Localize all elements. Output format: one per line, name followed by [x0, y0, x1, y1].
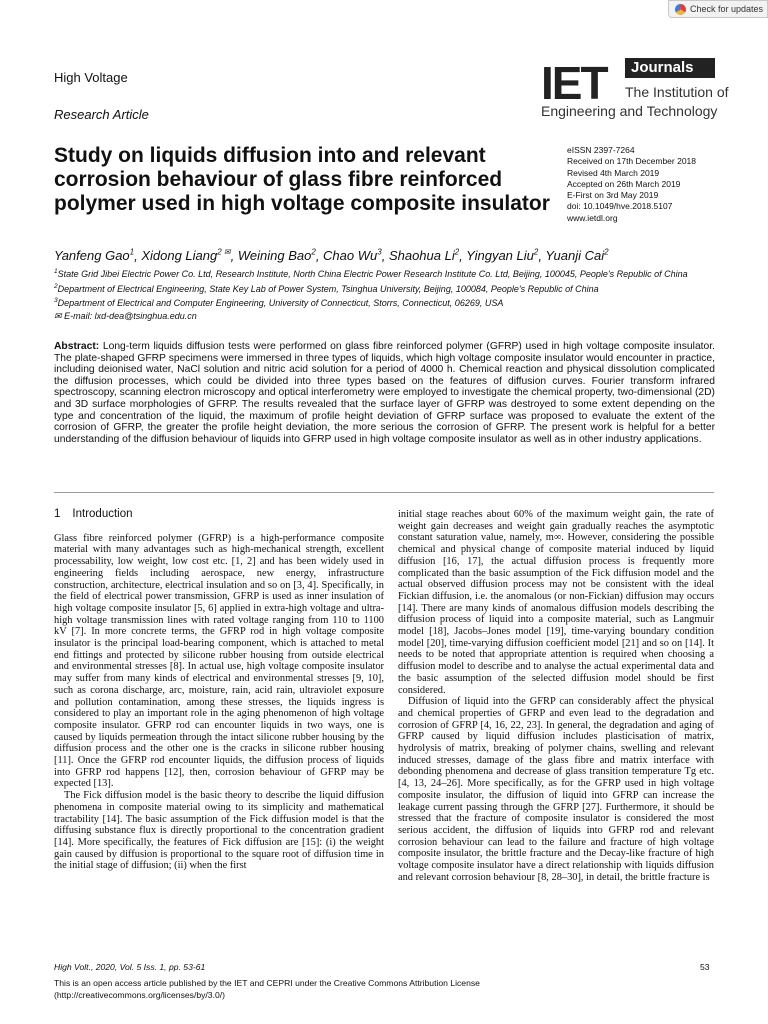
left-column [54, 509, 384, 872]
author-name: Shaohua Li [388, 248, 455, 264]
author-affiliation-mark: 2 [604, 248, 609, 257]
article-type: Research Article [54, 107, 149, 122]
pub-info-line: doi: 10.1049/hve.2018.5107 [567, 201, 673, 212]
author-name: Xidong Liang [141, 248, 218, 264]
affiliations [54, 266, 714, 322]
author [466, 248, 538, 263]
author-list: Yanfeng Gao$^1$, Xidong Liang$^2$ ✉, Weining Bao$^2$, Chao Wu$^3$, Shaohua Li$^2$, Yingyan Liu$^2$, Yuanji Cai$^2$ [54, 248, 609, 264]
author-affiliation-mark: 1 [129, 248, 135, 257]
author-name: Weining Bao [237, 248, 312, 264]
pub-info-line: Revised 4th March 2019 [567, 167, 660, 178]
author-name: Yanfeng Gao [54, 248, 130, 264]
author-affiliation-mark: 2 [533, 248, 539, 257]
affiliation-number: 3 [54, 297, 58, 305]
iet-logo [541, 56, 729, 124]
journal-name: High Voltage [54, 70, 128, 85]
affiliation [54, 295, 714, 310]
right-column [398, 509, 714, 884]
section-heading [54, 509, 384, 521]
affiliation [54, 281, 714, 296]
page-number: 53 [700, 962, 710, 972]
paper-title: Study on liquids diffusion into and relevant corrosion behaviour of glass fibre reinforced polymer used in high voltage composite insulator [54, 144, 550, 215]
author-affiliation-mark: 2 [311, 248, 316, 257]
author [238, 248, 316, 263]
affiliation-text: Department of Electrical and Computer Engineering, University of Connecticut, Storrs, Connecticut, 06269, USA [57, 298, 504, 309]
author-name: Yuanji Cai [545, 248, 605, 264]
abstract-label: Abstract: [54, 341, 100, 352]
affiliation [54, 266, 714, 281]
section-number: 1 [54, 508, 61, 520]
footer-citation: High Volt., 2020, Vol. 5 Iss. 1, pp. 53-61 [54, 962, 206, 972]
paragraph: Glass fibre reinforced polymer (GFRP) is a high-performance composite material with many advantages such as high-mechanical strength, excellent processability, low weight, low cost etc. [1, 2] and has been widely used in engineering fields including aerospace, new energy, infrastructure construction, architecture, electrical insulation and so on [3, 4]. Specifically, in the field of electrical power transmission, GFRP is used as inner insulation of high voltage composite insulator [5, 6] applied in extra-high voltage and ultra-high voltage transmission lines with rated voltage ranging from 110 to 1100 kV [7]. In more concrete terms, the GFRP rod in high voltage composite insulator is the principal load-bearing component, which is attached to metal end fittings and protected by silicone rubber housing from outside electrical and environmental stresses [8]. In actual use, high voltage composite insulator may suffer from many kinds of electrical and environmental stresses [9, 10], such as corona discharge, arc, moisture, rain, acid rain, ultraviolet exposure and pollution contamination, among these stresses, the liquids ingress is considered to play an important role in the aging phenomenon of high voltage composite insulator. GFRP rod can encounter liquids in two ways, one is caused by liquids permeation through the intact silicone rubber housing by the diffusion process and the other one is the cracks in silicone rubber housing [11]. Once the GFRP rod encounter liquids, the diffusion process of liquids into GFRP rod happens [12], then, corrosion behaviour of GFRP may be expected [13]. [54, 532, 384, 790]
institution-line-2: Engineering and Technology [541, 103, 718, 119]
institution-line-1: The Institution of [625, 84, 729, 100]
check-for-updates-label: Check for updates [690, 4, 764, 14]
pub-info-line: Accepted on 26th March 2019 [567, 178, 681, 189]
email-line [54, 310, 714, 323]
author [54, 248, 134, 263]
author-name: Yingyan Liu [466, 248, 534, 264]
corresponding-email: E-mail: lxd-dea@tsinghua.edu.cn [64, 310, 197, 321]
abstract-text: Long-term liquids diffusion tests were performed on glass fibre reinforced polymer (GFRP) used in high voltage composite insulator. The plate-shaped GFRP specimens were immersed in three types of liquids, which high voltage composite insulator would encounter in practice, including deionised water, NaCl solution and nitric acid solution for a period of 4000 h. Chemical reaction and physical dissolution complicated the diffusion processes, which could be divided into three types based on the features of diffusion curves. Fourier transform infrared spectroscopy, scanning electron microscopy and optical interferometry were employed to investigate the chemical property, two-dimensional (2D) and 3D surface morphologies of GFRP. The results revealed that the surface layer of GFRP was destroyed to some extent depending on the type and concentration of the liquid, the maximum of profile height deviation of GFRP surface was proposed to evaluate the extent of the corrosion of GFRP, the greater the profile height deviation, the more serious the corrosion of GFRP. The present work is helpful for a better understanding of the diffusion behaviour of liquids into GFRP used in high voltage composite insulator as well as in other industry applications. [54, 341, 715, 445]
license-url: (http://creativecommons.org/licenses/by/3.0/) [54, 990, 225, 1001]
pub-info-line: www.ietdl.org [567, 212, 618, 223]
author [141, 248, 230, 263]
abstract [54, 341, 715, 445]
license-notice [54, 977, 714, 1002]
affiliation-text: State Grid Jibei Electric Power Co. Ltd, Research Institute, North China Electric Power Research Institute Co. Ltd, Beijing, 100045, People's Republic of China [57, 269, 688, 279]
pub-info-line: Received on 17th December 2018 [567, 156, 696, 167]
pub-info-line: eISSN 2397-7264 [567, 145, 635, 155]
section-divider [54, 492, 714, 493]
author-affiliation-mark: 3 [377, 248, 382, 257]
author-affiliation-mark: 2 [217, 248, 222, 257]
section-title: Introduction [72, 508, 133, 520]
author-affiliation-mark: 2 [454, 248, 460, 257]
crossmark-icon [675, 4, 686, 15]
affiliation-number: 2 [54, 282, 58, 290]
paragraph: The Fick diffusion model is the basic theory to describe the liquid diffusion phenomena in composite material owing to its simplicity and mathematical tractability [14]. The basic assumption of the Fick diffusion model is that the diffusing substance flux is directly proportional to the concentration gradient [14]. More specifically, the features of Fick diffusion are [15]: (i) the weight gain caused by diffusion is proportional to the square root of diffusion time in the initial stage of diffusion; (ii) when the first [54, 790, 384, 872]
paragraph: Diffusion of liquid into the GFRP can considerably affect the physical and chemical properties of GFRP and even lead to the degradation and corrosion of GFRP [4, 16, 22, 23]. In general, the degradation and aging of GFRP caused by liquid diffusion includes plasticisation of matrix, hydrolysis of matrix, breaking of polymer chains, swelling and relevant induced stresses, damage of the glass fibre and matrix interface with debonding phenomena and decrease of glass transition temperature Tg etc. [4, 13, 24–26]. More specifically, as for the GFRP used in high voltage composite insulator, the diffusion of liquid into GFRP can increase the leakage current passing through the GFRP [27]. Furthermore, it should be stressed that the fracture of composite insulator is considered the most serious accident, the diffusion of liquids into GFRP rod and relevant corrosion behaviour can lead to the failure and fracture of high voltage composite insulator, the brittle fracture and the Decay-like fracture of high voltage composite insulator have a direct relationship with liquids diffusion and relevant corrosion behaviour [8, 28–30], in detail, the brittle fracture is [398, 696, 714, 883]
affiliation-number: 1 [54, 268, 58, 275]
author [545, 248, 608, 263]
affiliation-text: Department of Electrical Engineering, State Key Lab of Power System, Tsinghua University, Beijing, 100084, People's Republic of China [57, 283, 599, 294]
paragraph: initial stage reaches about 60% of the maximum weight gain, the rate of weight gain decreases and weight gain gradually reaches the asymptotic constant saturation value, namely, m∞. However, considering the possible chemical and physical change of composite material induced by liquid diffusion [16, 17], the actual diffusion process is frequently more complicated than the basic assumption of the Fick diffusion model and the actual observed diffusion process may not be consistent with the ideal Fickian diffusion, i.e. the anomalous (or non-Fickian) diffusion may occurs [14]. There are many kinds of anomalous diffusion models describing the diffusion process of liquid into a composite material, such as Langmuir model [18], Jacobs–Jones model [19], time-varying boundary condition model [20], time-varying diffusion coefficient model [21] and so on [14]. It needs to be noted that appropriate attention is required when choosing a diffusion model to describe and to analyse the actual experimental data and the basic assumption of the selected diffusion model should be first considered. [398, 509, 714, 696]
publication-info [567, 145, 747, 224]
envelope-icon: ✉ [54, 310, 62, 321]
envelope-icon: ✉ [221, 248, 231, 257]
check-for-updates-button[interactable] [668, 0, 768, 18]
license-line: This is an open access article published by the IET and CEPRI under the Creative Commons Attribution License [54, 978, 480, 988]
author [389, 248, 459, 263]
iet-logo-letters: IET [541, 57, 607, 109]
journals-label: Journals [625, 58, 715, 78]
pub-info-line: E-First on 3rd May 2019 [567, 190, 659, 201]
author-name: Chao Wu [323, 248, 378, 264]
author [323, 248, 382, 263]
